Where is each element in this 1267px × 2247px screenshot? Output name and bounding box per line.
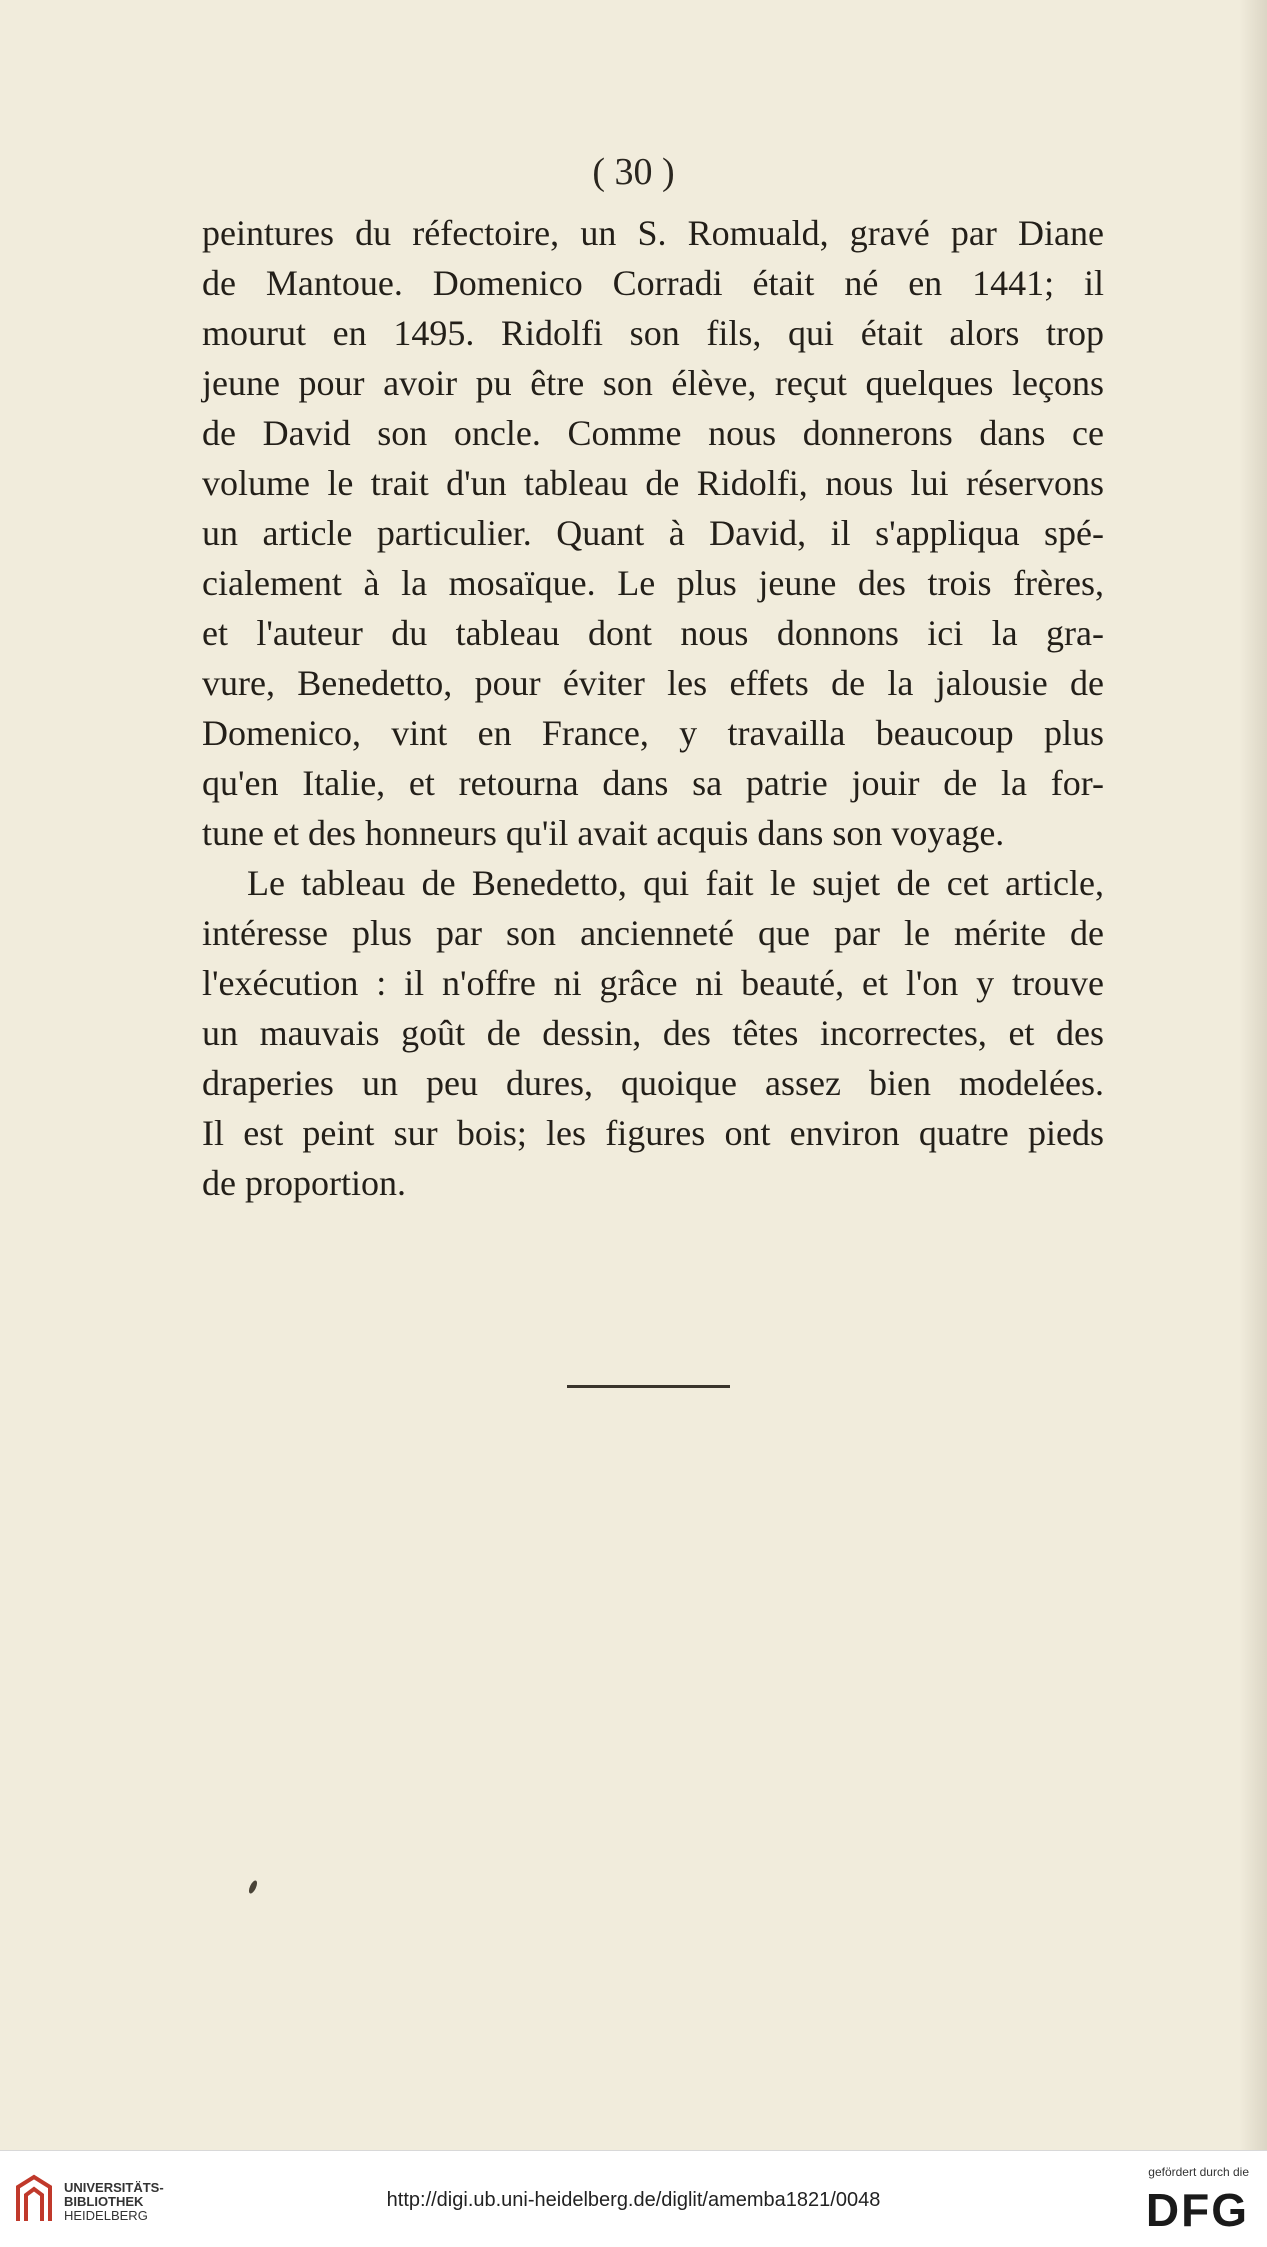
library-logo-line: BIBLIOTHEK — [64, 2194, 144, 2209]
text-line: Il est peint sur bois; les figures ont environ quatre pieds — [202, 1113, 1104, 1153]
body-text — [202, 208, 1104, 1208]
text-line: un article particulier. Quant à David, il s'appliqua spé- — [202, 513, 1104, 553]
text-line: intéresse plus par son ancienneté que par le mérite de — [202, 913, 1104, 953]
text-line: Domenico, vint en France, y travailla beaucoup plus — [202, 713, 1104, 753]
page-number: ( 30 ) — [592, 151, 675, 193]
text-line: draperies un peu dures, quoique assez bien modelées. — [202, 1063, 1104, 1103]
text-line: vure, Benedetto, pour éviter les effets de la jalousie de — [202, 663, 1104, 703]
text-line: de Mantoue. Domenico Corradi était né en 1441; il — [202, 263, 1104, 303]
text-line: de proportion. — [202, 1163, 406, 1203]
text-line: volume le trait d'un tableau de Ridolfi, nous lui réservons — [202, 463, 1104, 503]
viewer-footer — [0, 2150, 1267, 2247]
source-url-link[interactable]: http://digi.ub.uni-heidelberg.de/diglit/amemba1821/0048 — [386, 2189, 881, 2211]
dfg-logo: DFG — [1145, 2184, 1249, 2236]
text-line: mourut en 1495. Ridolfi son fils, qui était alors trop — [202, 313, 1104, 353]
ink-blot — [247, 1879, 258, 1894]
library-logo-line: HEIDELBERG — [64, 2208, 148, 2223]
library-logo-line: UNIVERSITÄTS- — [64, 2180, 164, 2195]
text-line: qu'en Italie, et retourna dans sa patrie jouir de la for- — [202, 763, 1104, 803]
text-line: un mauvais goût de dessin, des têtes incorrectes, et des — [202, 1013, 1104, 1053]
sponsor-label: gefördert durch die — [1148, 2165, 1249, 2179]
section-divider — [567, 1385, 730, 1388]
text-line: et l'auteur du tableau dont nous donnons ici la gra- — [202, 613, 1104, 653]
text-line: peintures du réfectoire, un S. Romuald, gravé par Diane — [202, 213, 1104, 253]
text-line: l'exécution : il n'offre ni grâce ni beauté, et l'on y trouve — [202, 963, 1104, 1003]
text-line: de David son oncle. Comme nous donnerons dans ce — [202, 413, 1104, 453]
text-line: Le tableau de Benedetto, qui fait le sujet de cet article, — [247, 863, 1104, 903]
text-line: jeune pour avoir pu être son élève, reçut quelques leçons — [202, 363, 1104, 403]
text-line: cialement à la mosaïque. Le plus jeune des trois frères, — [202, 563, 1104, 603]
text-line: tune et des honneurs qu'il avait acquis dans son voyage. — [202, 813, 1005, 853]
